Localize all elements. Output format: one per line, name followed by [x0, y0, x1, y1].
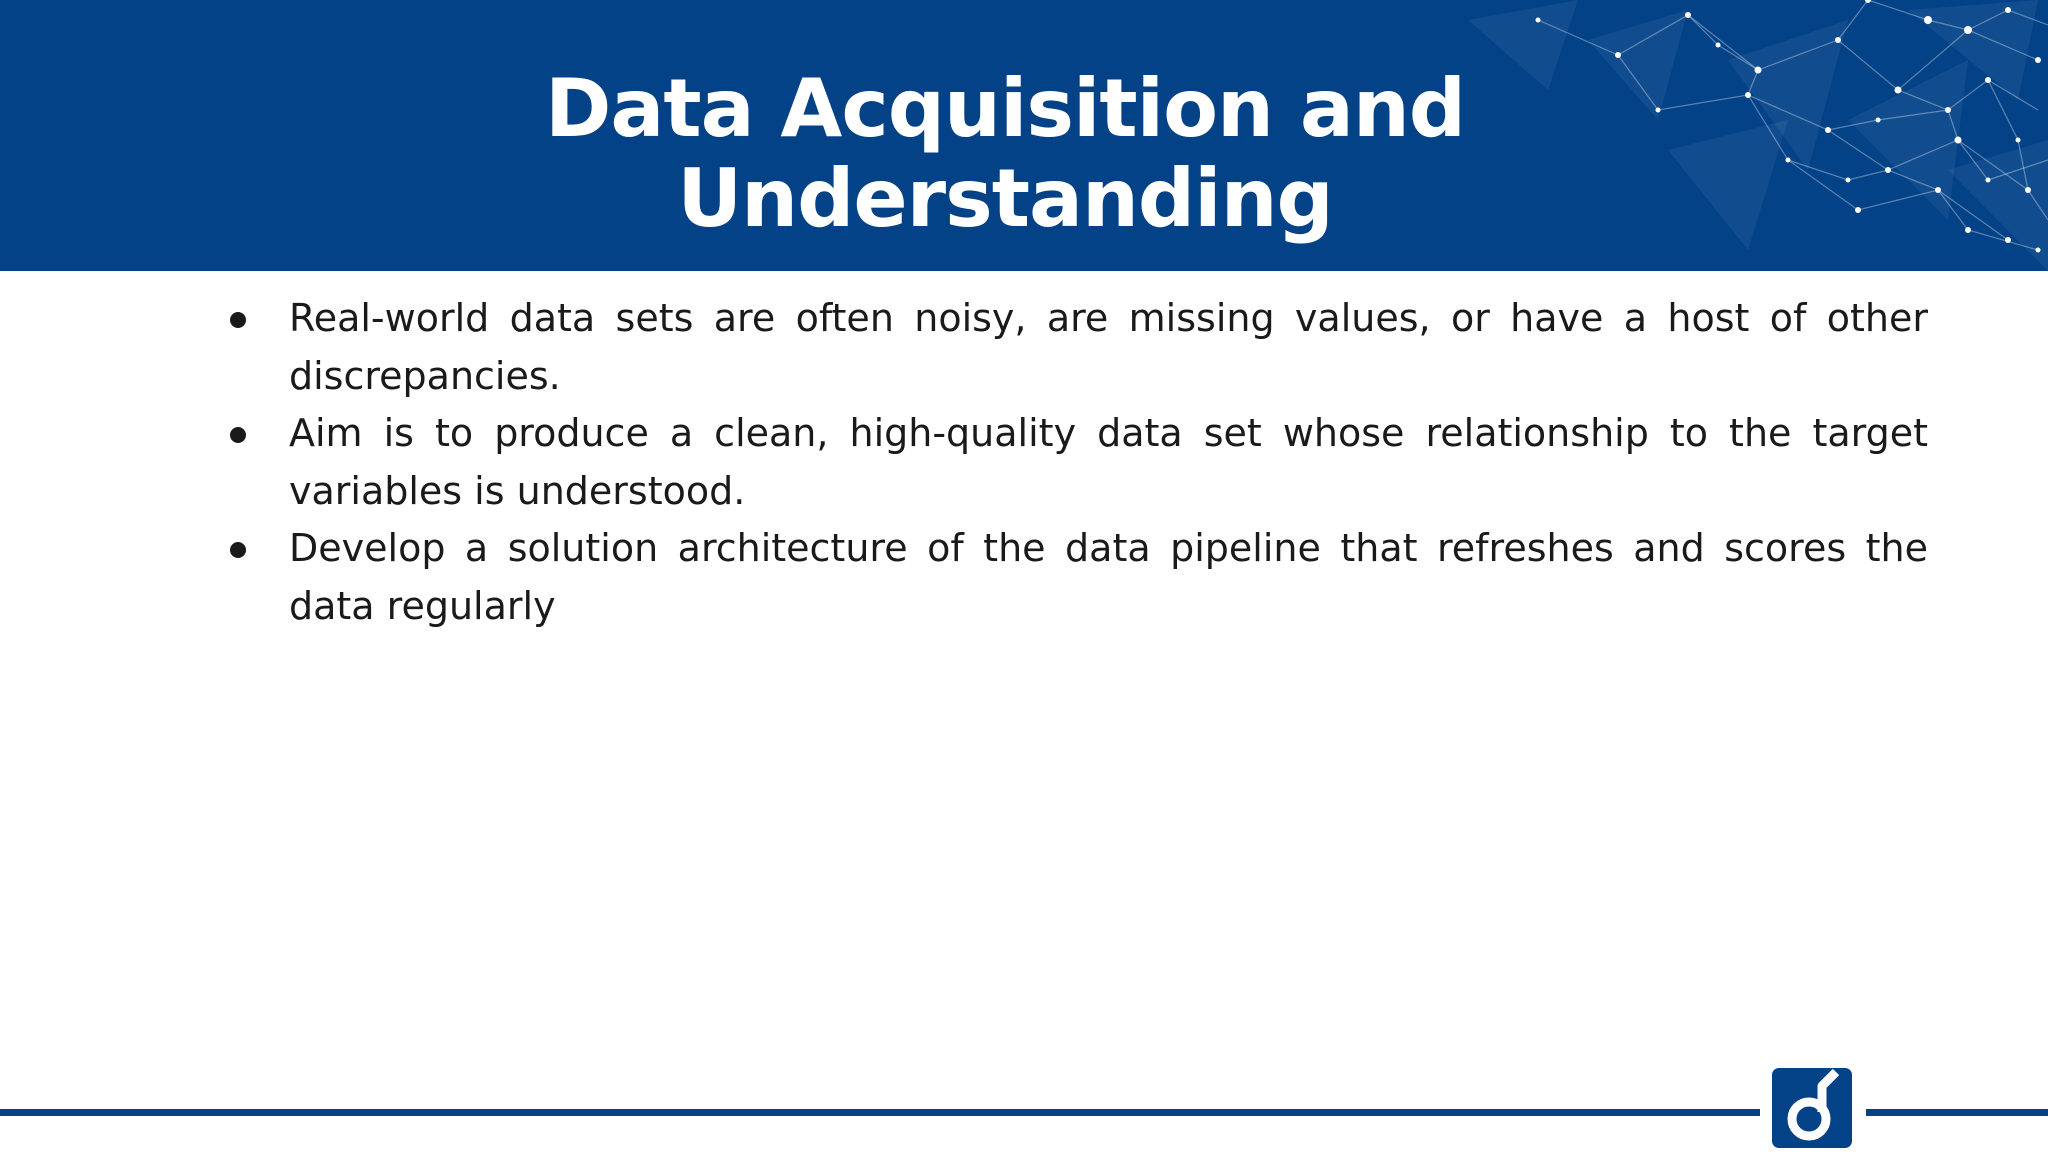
brand-logo-icon [1772, 1068, 1852, 1148]
bullet-dot-icon [230, 312, 246, 328]
bullet-text: Real-world data sets are often noisy, are missing values, or have a host of other discrepancies. [289, 296, 1928, 398]
title-line-2: Understanding [677, 152, 1333, 245]
bullet-item [228, 405, 1928, 520]
bullet-dot-icon [230, 427, 246, 443]
bullet-item [228, 520, 1928, 635]
bullet-text: Aim is to produce a clean, high-quality data set whose relationship to the target variables is understood. [289, 411, 1928, 513]
title-line-1: Data Acquisition and [544, 62, 1466, 155]
bullet-dot-icon [230, 542, 246, 558]
bullet-text: Develop a solution architecture of the data pipeline that refreshes and scores the data regularly [289, 526, 1928, 628]
bullet-item [228, 290, 1928, 405]
header-banner [0, 0, 2048, 271]
footer-divider-right [1866, 1109, 2048, 1116]
page-title [0, 64, 2010, 244]
bullet-list [228, 290, 1928, 635]
footer-divider-left [0, 1109, 1760, 1116]
